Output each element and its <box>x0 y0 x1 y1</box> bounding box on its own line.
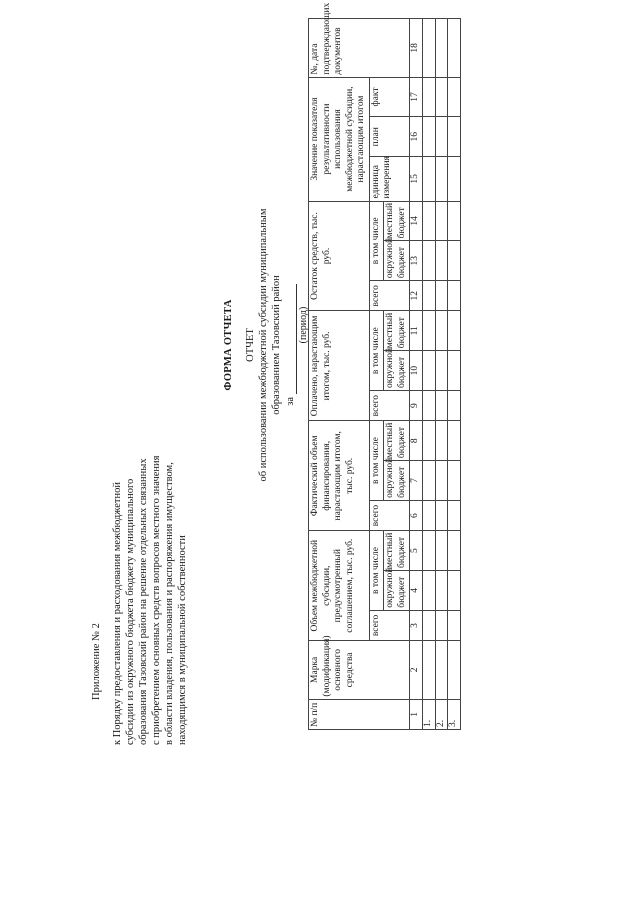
column-number: 13 <box>410 241 423 281</box>
form-title: ФОРМА ОТЧЕТА <box>223 299 234 391</box>
column-number: 11 <box>410 311 423 351</box>
header-okr: окружной бюджет <box>384 461 410 501</box>
column-number: 15 <box>410 157 423 201</box>
table-row <box>435 19 448 730</box>
header-documents: №, дата подтверждающих документов <box>309 19 410 78</box>
table-row <box>423 19 436 730</box>
appendix-line: с приобретением основных средств вопросов местного значения <box>151 455 162 745</box>
table-subheader-row <box>369 19 384 730</box>
appendix-line: к Порядку предоставления и расходования межбюджетной <box>112 481 123 745</box>
column-number: 2 <box>410 641 423 699</box>
title-block <box>222 35 310 655</box>
header-total: всего <box>369 610 410 640</box>
header-okr: окружной бюджет <box>384 571 410 611</box>
column-number: 16 <box>410 117 423 157</box>
report-subtitle: образованием Тазовский район <box>271 275 282 415</box>
appendix-line: образования Тазовский район на решение отдельных связанных <box>138 458 149 745</box>
column-number: 5 <box>410 531 423 571</box>
period-row <box>284 35 297 655</box>
header-mark: Марка (модификация) основного средства <box>309 641 410 699</box>
header-mest: местный бюджет <box>384 421 410 461</box>
column-number: 12 <box>410 281 423 311</box>
header-total: всего <box>369 500 410 530</box>
column-number: 1 <box>410 699 423 729</box>
column-number: 14 <box>410 201 423 241</box>
column-number: 17 <box>410 77 423 117</box>
header-total: всего <box>369 281 410 311</box>
row-number: 1. <box>423 699 436 729</box>
header-volume: Объем межбюджетной субсидии, предусмотренный соглашением, тыс. руб. <box>309 531 370 641</box>
header-including: в том числе <box>369 531 384 611</box>
header-indicator: Значение показателя результативности использования межбюджетной субсидии, нарастающим итогом <box>309 77 370 201</box>
header-fact: факт <box>369 77 410 117</box>
row-number: 2. <box>435 699 448 729</box>
header-unit: единица измерения <box>369 157 410 201</box>
header-plan: план <box>369 117 410 157</box>
appendix-block <box>90 145 189 745</box>
header-paid: Оплачено, нарастающим итогом, тыс. руб. <box>309 311 370 421</box>
header-num: № п/п <box>309 699 410 729</box>
column-number: 18 <box>410 19 423 78</box>
period-hint: (период) <box>298 306 309 344</box>
report-title: ОТЧЕТ <box>245 328 256 362</box>
appendix-line: находящимся в муниципальной собственности <box>177 535 188 745</box>
column-number: 3 <box>410 610 423 640</box>
header-mest: местный бюджет <box>384 311 410 351</box>
table-header-row <box>309 19 370 730</box>
appendix-line: субсидии из окружного бюджета бюджету муниципального <box>125 478 136 745</box>
report-subtitle: об использовании межбюджетной субсидии муниципальным <box>258 208 269 482</box>
header-including: в том числе <box>369 311 384 391</box>
period-blank-line <box>286 284 297 394</box>
column-number: 4 <box>410 571 423 611</box>
header-including: в том числе <box>369 201 384 281</box>
column-number-row <box>410 19 423 730</box>
header-financing: Фактический объем финансирования, нарастающим итогом, тыс. руб. <box>309 421 370 531</box>
appendix-number: Приложение № 2 <box>91 623 102 700</box>
column-number: 8 <box>410 421 423 461</box>
header-mest: местный бюджет <box>384 201 410 241</box>
header-okr: окружной бюджет <box>384 241 410 281</box>
header-okr: окружной бюджет <box>384 351 410 391</box>
header-remainder: Остаток средств, тыс. руб. <box>309 201 370 311</box>
column-number: 9 <box>410 390 423 420</box>
header-mest: местный бюджет <box>384 531 410 571</box>
header-including: в том числе <box>369 421 384 501</box>
appendix-line: в области владения, пользования и распоряжения имуществом, <box>164 462 175 745</box>
column-number: 7 <box>410 461 423 501</box>
column-number: 10 <box>410 351 423 391</box>
row-number: 3. <box>448 699 461 729</box>
table-row <box>448 19 461 730</box>
period-prefix: за <box>285 396 296 406</box>
header-total: всего <box>369 390 410 420</box>
report-table <box>308 2 461 730</box>
column-number: 6 <box>410 500 423 530</box>
